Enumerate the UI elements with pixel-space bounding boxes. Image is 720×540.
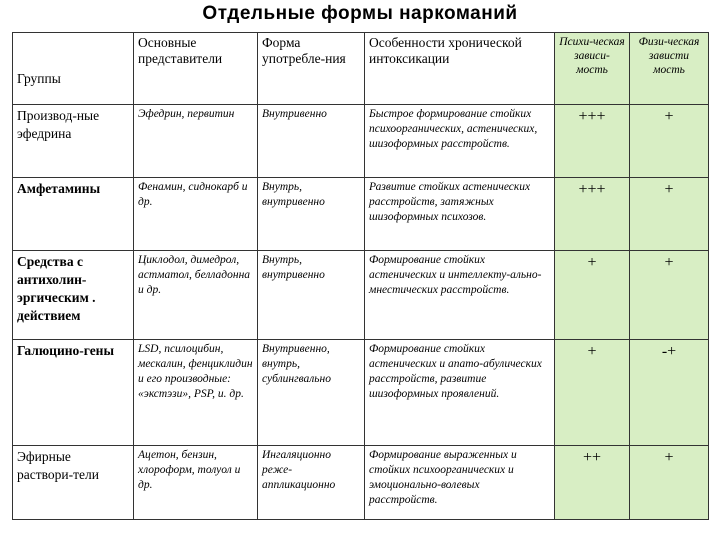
row-form: Внутрь, внутривенно	[258, 251, 365, 340]
row-form: Внутрь, внутривенно	[258, 178, 365, 251]
row-features: Развитие стойких астенических расстройств, затяжных шизоформных психозов.	[365, 178, 555, 251]
table-row	[13, 251, 709, 340]
table-row	[13, 178, 709, 251]
row-group: Производ-ные эфедрина	[13, 105, 134, 178]
row-group: Амфетамины	[13, 178, 134, 251]
row-group: Средства с антихолин-эргическим . действием	[13, 251, 134, 340]
row-phys: +	[630, 105, 709, 178]
table-row	[13, 105, 709, 178]
row-features: Формирование выраженных и стойких психоорганических и эмоционально-волевых расстройств.	[365, 446, 555, 520]
header-row	[13, 33, 709, 105]
row-group: Эфирные раствори-тели	[13, 446, 134, 520]
row-reps: Эфедрин, первитин	[134, 105, 258, 178]
header-phys: Физи-ческая зависти мость	[630, 33, 709, 105]
row-psych: +	[555, 340, 630, 446]
row-reps: Циклодол, димедрол, астматол, белладонна и др.	[134, 251, 258, 340]
row-phys: +	[630, 251, 709, 340]
row-features: Формирование стойких астенических и интеллекту-ально-мнестических расстройств.	[365, 251, 555, 340]
page-title: Отдельные формы наркоманий	[202, 3, 518, 24]
header-features: Особенности хронической интоксикации	[365, 33, 555, 105]
row-psych: ++	[555, 446, 630, 520]
row-phys: +	[630, 178, 709, 251]
table-row	[13, 446, 709, 520]
row-form: Ингаляционно реже-аппликационно	[258, 446, 365, 520]
table-row	[13, 340, 709, 446]
header-psych: Психи-ческая зависи-мость	[555, 33, 630, 105]
row-psych: +	[555, 251, 630, 340]
row-phys: +	[630, 446, 709, 520]
header-form: Форма употребле-ния	[258, 33, 365, 105]
row-features: Быстрое формирование стойких психоорганических, астенических, шизоформных расстройств.	[365, 105, 555, 178]
drug-addiction-table	[12, 32, 709, 520]
row-psych: +++	[555, 178, 630, 251]
row-reps: Фенамин, сиднокарб и др.	[134, 178, 258, 251]
row-phys: -+	[630, 340, 709, 446]
row-features: Формирование стойких астенических и апато-абулических расстройств, развитие шизоформных проявлений.	[365, 340, 555, 446]
row-reps: Ацетон, бензин, хлороформ, толуол и др.	[134, 446, 258, 520]
row-psych: +++	[555, 105, 630, 178]
row-form: Внутривенно	[258, 105, 365, 178]
row-form: Внутривенно, внутрь, сублингвально	[258, 340, 365, 446]
header-reps: Основные представители	[134, 33, 258, 105]
row-group: Галюцино-гены	[13, 340, 134, 446]
row-reps: LSD, псилоцибин, мескалин, фенциклидин и его производные: «экстэзи», PSP, и. др.	[134, 340, 258, 446]
header-groups: Группы	[13, 33, 134, 105]
